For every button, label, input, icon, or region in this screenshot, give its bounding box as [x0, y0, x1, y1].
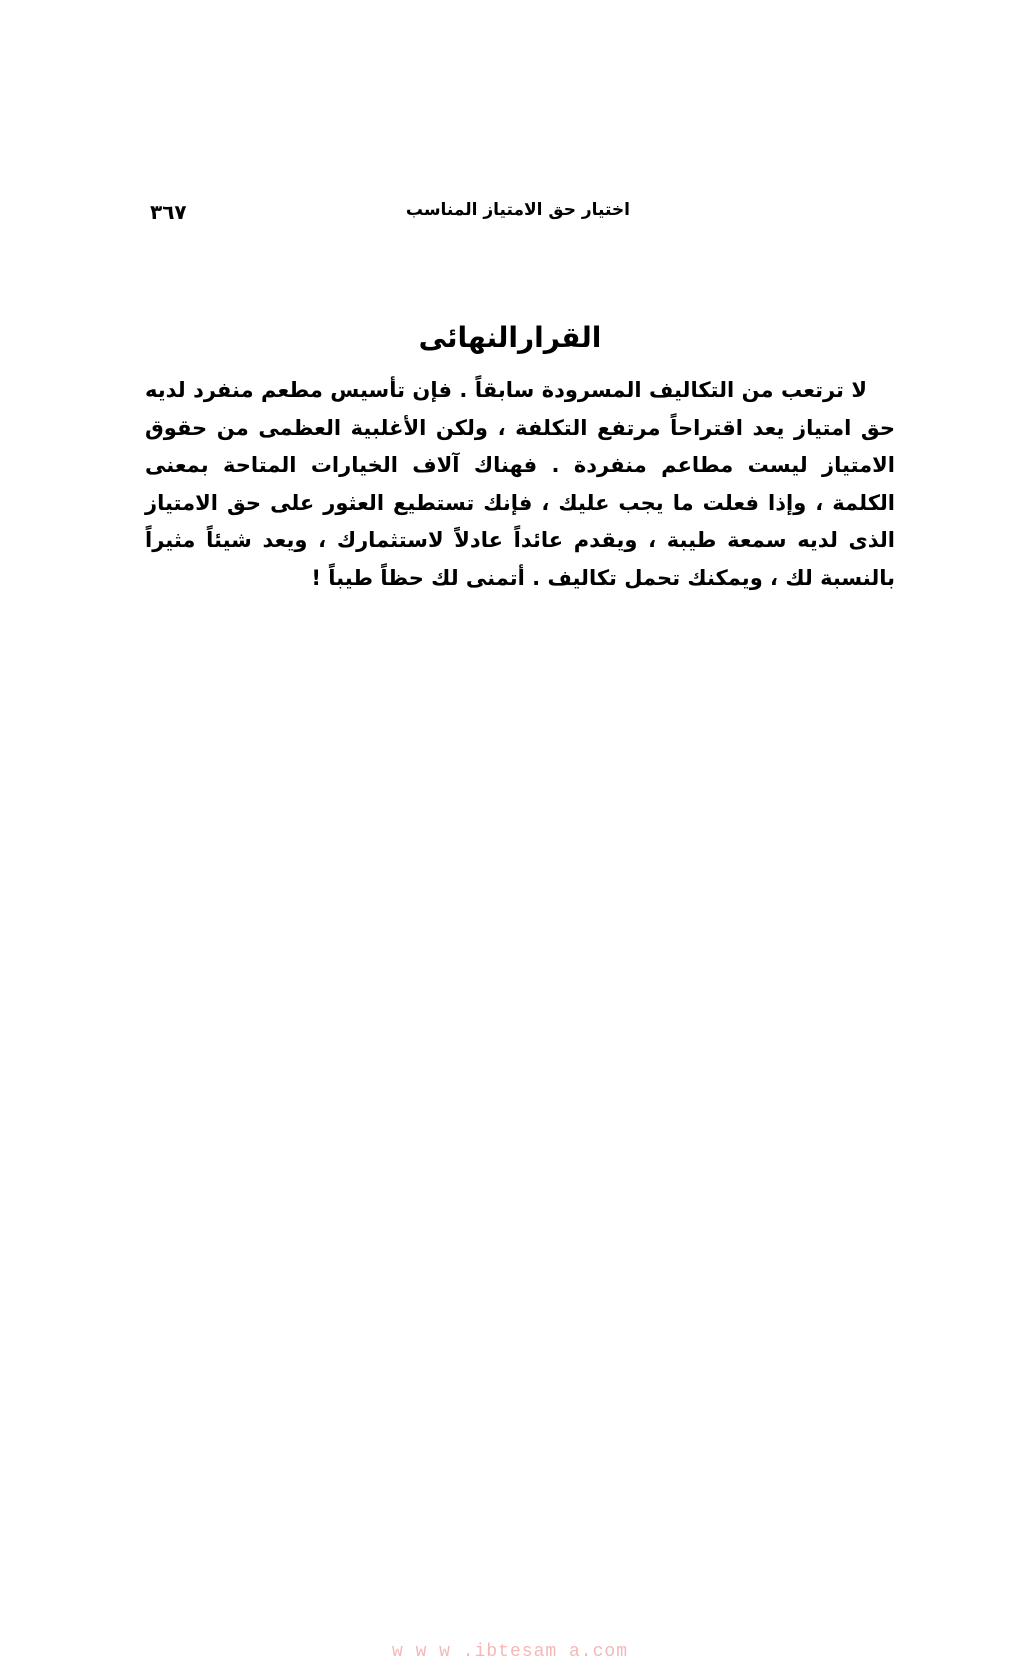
section-title: القرارالنهائى: [418, 321, 602, 355]
body-paragraph: لا ترتعب من التكاليف المسرودة سابقاً . فإن تأسيس مطعم منفرد لديه حق امتياز يعد اقتراحاً مرتفع التكلفة ، ولكن الأغلبية العظمى من حقوق الامتياز ليست مطاعم منفردة . فهناك آلاف الخيارات المتاحة بمعنى الكلمة ، وإذا فعلت ما يجب عليك ، فإنك تستطيع العثور على حق الامتياز الذى لديه سمعة طيبة ، ويقدم عائداً عادلاً لاستثمارك ، ويعد شيئاً مثيراً بالنسبة لك ، ويمكنك تحمل تكاليف . أتمنى لك حظاً طيباً !: [145, 378, 895, 590]
body-text: [145, 372, 895, 597]
running-header: [150, 200, 630, 230]
running-title: اختيار حق الامتياز المناسب: [405, 200, 630, 220]
watermark: w w w .ibtesam a.com: [391, 1642, 629, 1662]
page-number: ٣٦٧: [150, 200, 187, 224]
